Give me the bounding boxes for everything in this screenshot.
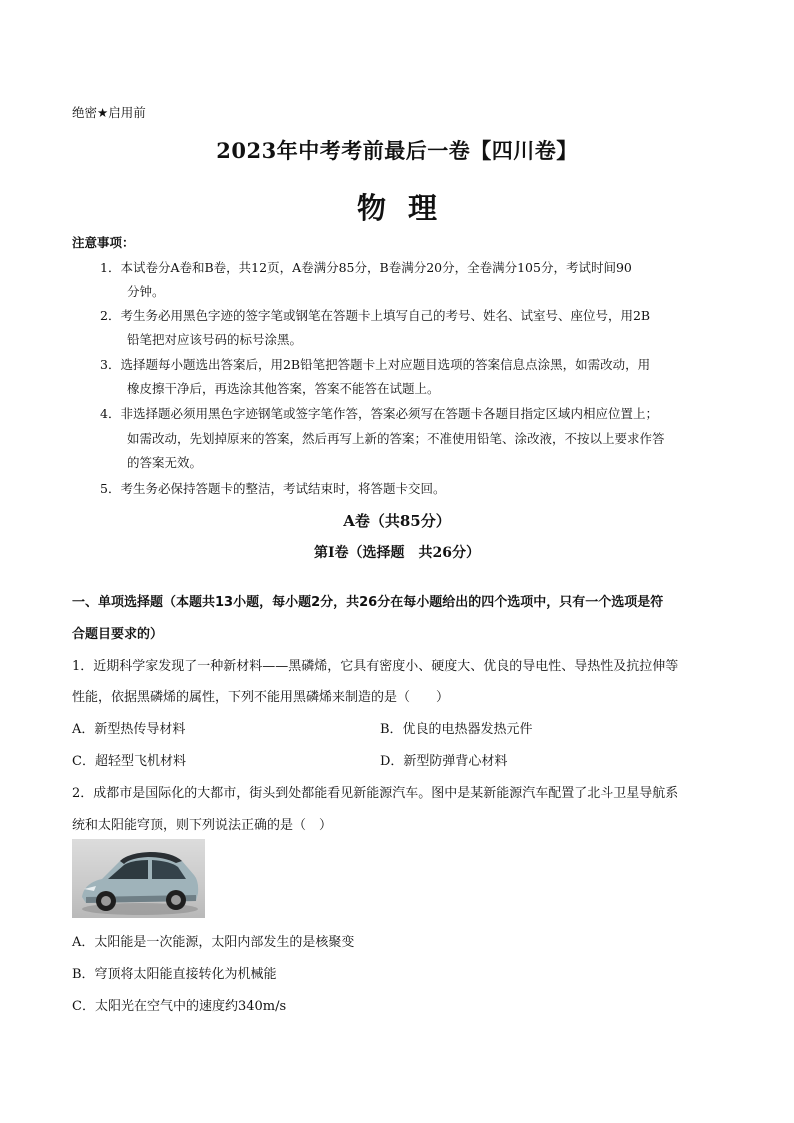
question-1-option-a: A．新型热传导材料 xyxy=(72,722,186,737)
question-2-option-b: B．穹顶将太阳能直接转化为机械能 xyxy=(72,967,277,982)
question-2-text: 2．成都市是国际化的大都市，街头到处都能看见新能源汽车。图中是某新能源汽车配置了北斗卫星导航系 xyxy=(72,786,679,801)
question-1-option-c: C．超轻型飞机材料 xyxy=(72,754,186,769)
notice-line: 的答案无效。 xyxy=(127,455,203,470)
section-a-heading: A卷（共85分） xyxy=(343,512,451,530)
question-2-option-a: A．太阳能是一次能源，太阳内部发生的是核聚变 xyxy=(72,935,355,950)
question-2-text-cont: 统和太阳能穹顶，则下列说法正确的是（ ） xyxy=(72,818,333,833)
single-choice-instructions-cont: 合题目要求的） xyxy=(72,627,164,642)
notice-line: 分钟。 xyxy=(127,284,165,299)
question-1-option-d: D．新型防弹背心材料 xyxy=(380,754,508,769)
part-one-heading: 第Ⅰ卷（选择题 共26分） xyxy=(313,545,481,561)
notice-line: 如需改动，先划掉原来的答案，然后再写上新的答案；不准使用铅笔、涂改液，不按以上要求作答 xyxy=(127,431,665,446)
question-1-text: 1．近期科学家发现了一种新材料——黑磷烯，它具有密度小、硬度大、优良的导电性、导热性及抗拉伸等 xyxy=(72,659,679,674)
car-photo xyxy=(72,839,205,918)
notice-line: 4．非选择题必须用黑色字迹钢笔或签字笔作答，答案必须写在答题卡各题目指定区域内相应位置上； xyxy=(100,406,658,421)
notice-heading: 注意事项： xyxy=(72,235,135,250)
car-illustration xyxy=(72,839,205,918)
subject-title: 物理 xyxy=(356,191,459,225)
single-choice-instructions: 一、单项选择题（本题共13小题，每小题2分，共26分在每小题给出的四个选项中，只有一个选项是符 xyxy=(72,595,664,610)
exam-title: 2023年中考考前最后一卷【四川卷】 xyxy=(216,138,578,163)
question-1-option-b: B．优良的电热器发热元件 xyxy=(380,722,533,737)
notice-line: 橡皮擦干净后，再选涂其他答案，答案不能答在试题上。 xyxy=(127,381,440,396)
notice-line: 1．本试卷分A卷和B卷，共12页，A卷满分85分，B卷满分20分，全卷满分105分，考试时间90 xyxy=(100,260,632,275)
question-2-option-c: C．太阳光在空气中的速度约340m/s xyxy=(72,999,287,1014)
notice-line: 铅笔把对应该号码的标号涂黑。 xyxy=(127,332,303,347)
notice-line: 3．选择题每小题选出答案后，用2B铅笔把答题卡上对应题目选项的答案信息点涂黑，如需改动，用 xyxy=(100,357,651,372)
confidential-mark: 绝密★启用前 xyxy=(72,105,146,120)
question-1-text-cont: 性能，依据黑磷烯的属性，下列不能用黑磷烯来制造的是（ ） xyxy=(72,690,450,705)
notice-line: 2．考生务必用黑色字迹的签字笔或钢笔在答题卡上填写自己的考号、姓名、试室号、座位号，用2B xyxy=(100,308,651,323)
notice-line: 5．考生务必保持答题卡的整洁，考试结束时，将答题卡交回。 xyxy=(100,481,446,496)
